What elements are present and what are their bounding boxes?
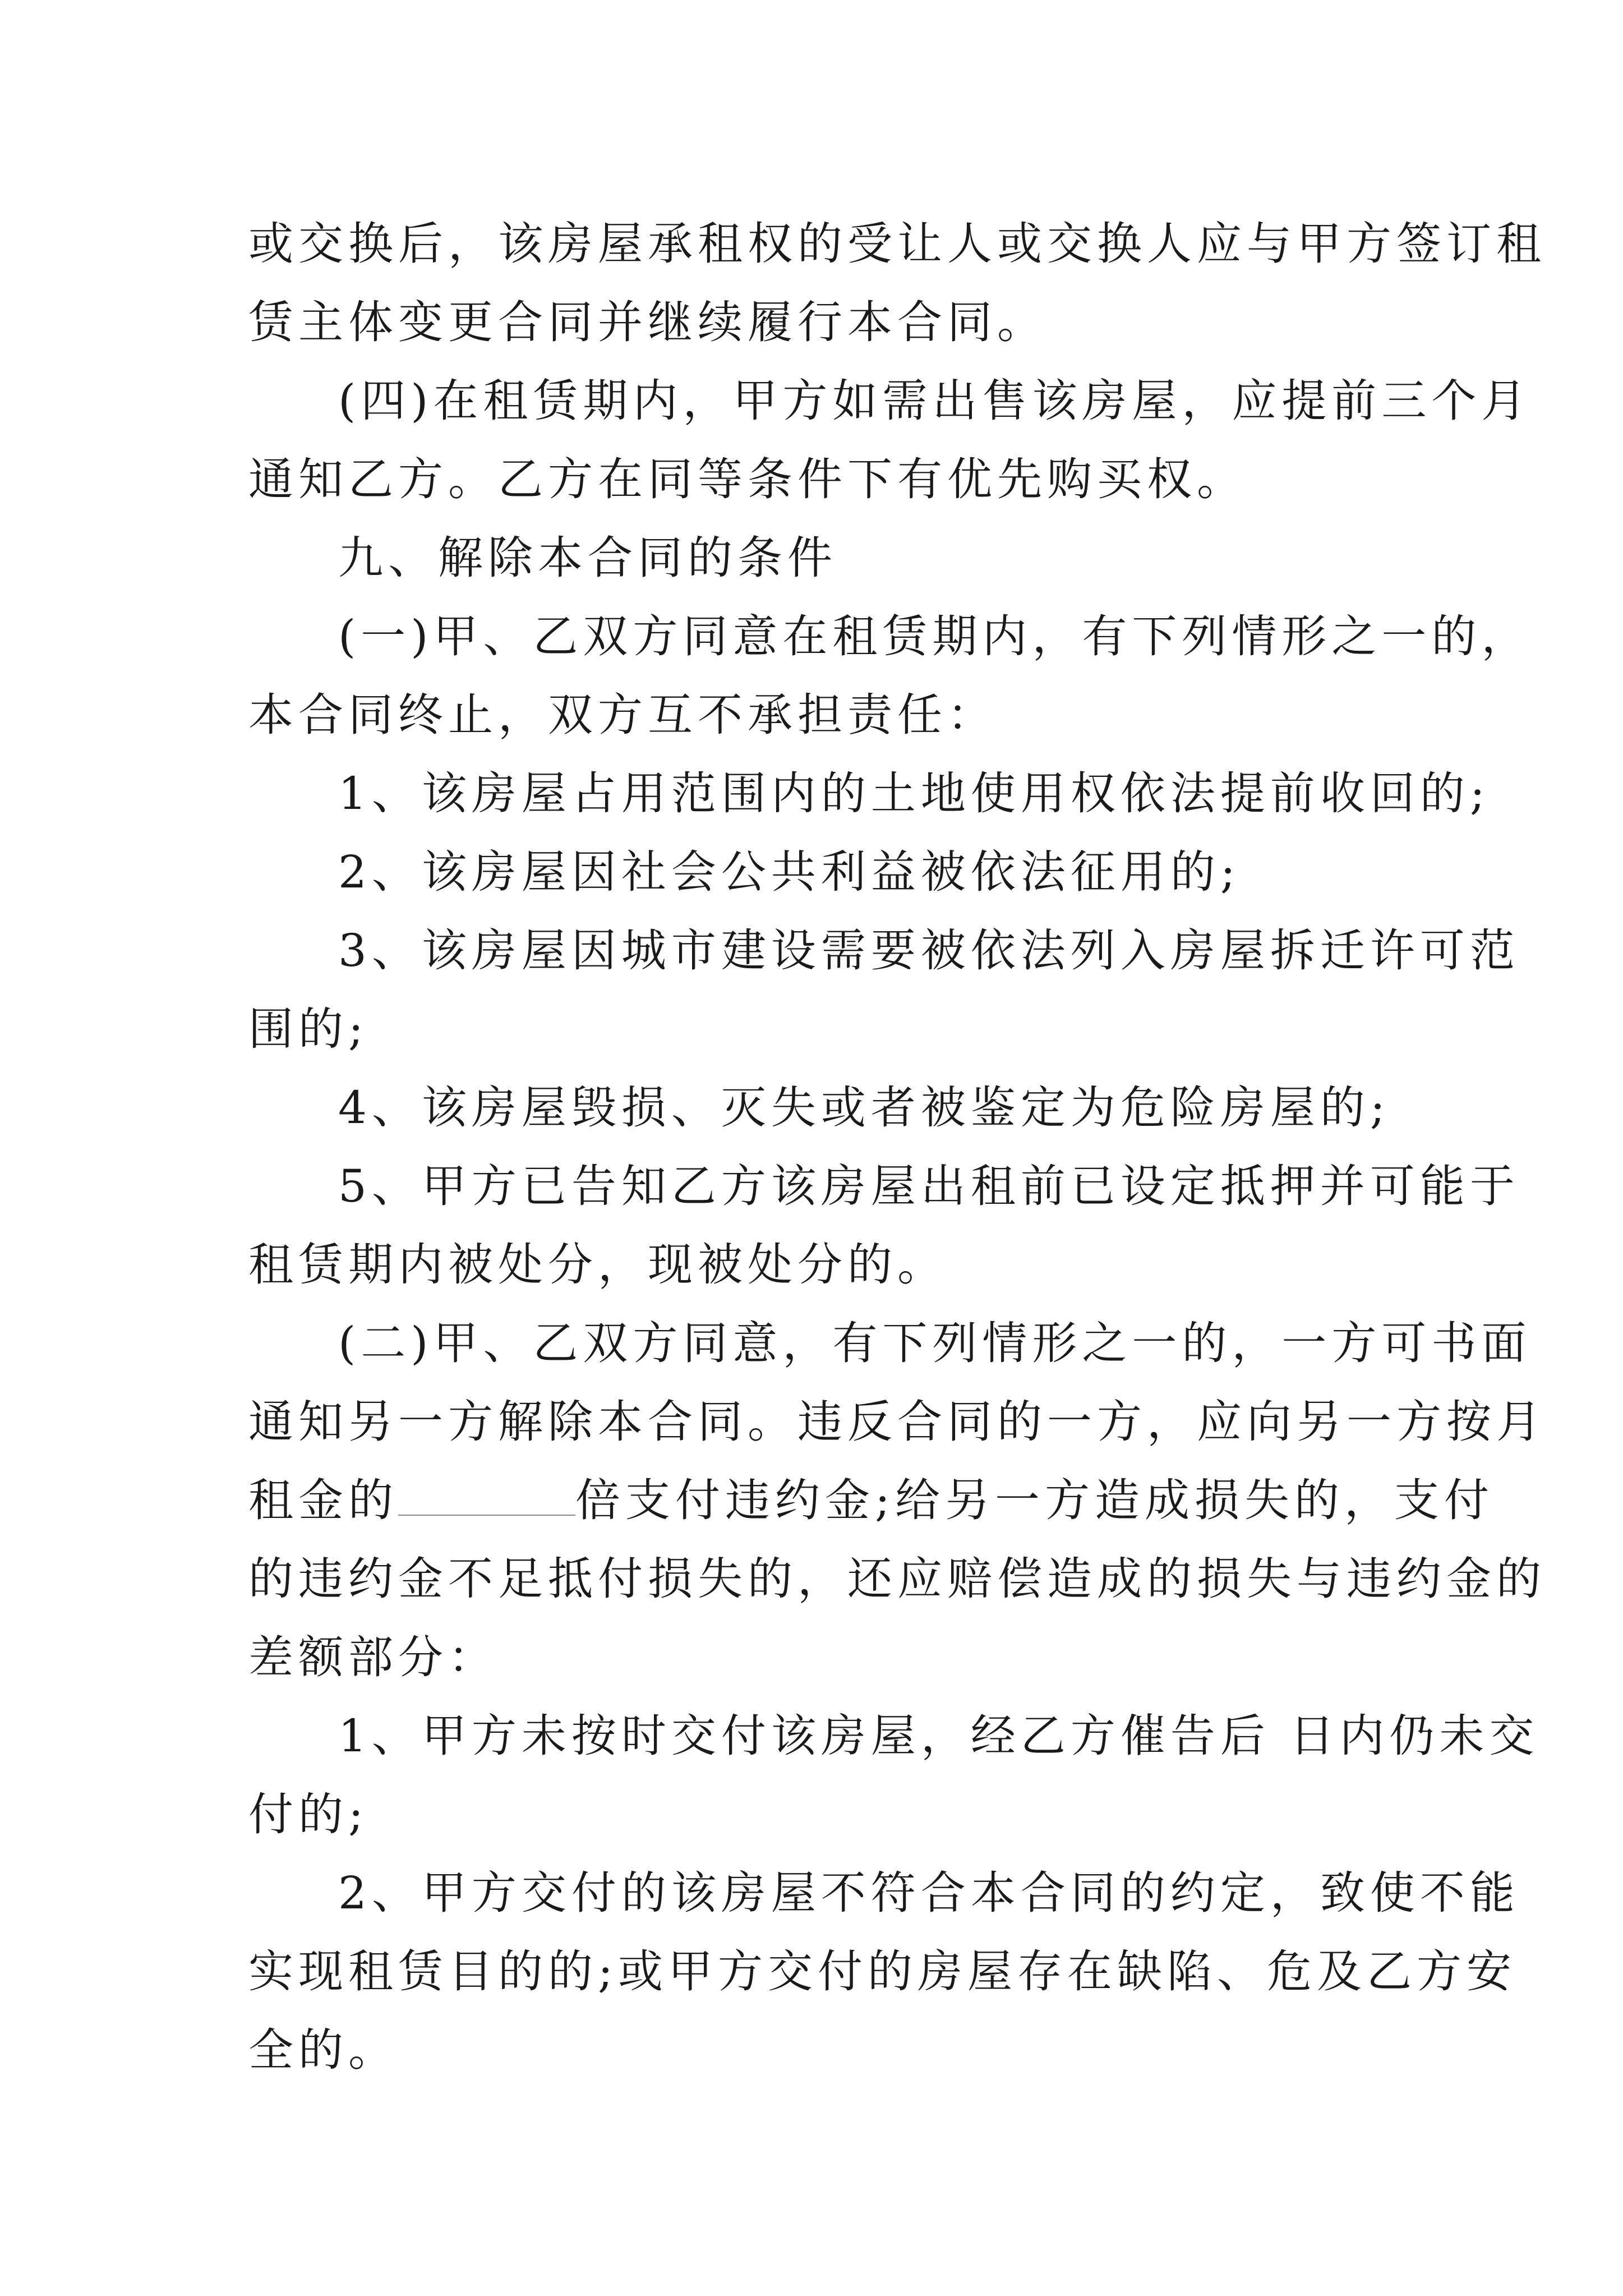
text-fragment: 倍支付违约金;给另一方造成损失的，支付 [575, 1474, 1494, 1526]
list-item: 1、该房屋占用范围内的土地使用权依法提前收回的; [338, 767, 1490, 820]
text-line: (一)甲、乙双方同意在租赁期内，有下列情形之一的， [338, 610, 1532, 662]
text-line: 租赁期内被处分，现被处分的。 [248, 1239, 947, 1291]
text-line: 或交换后，该房屋承租权的受让人或交换人应与甲方签订租 [248, 218, 1546, 270]
list-item: 3、该房屋因城市建设需要被依法列入房屋拆迁许可范 [338, 924, 1520, 977]
section-heading: 九、解除本合同的条件 [338, 532, 837, 584]
text-line: 的违约金不足抵付损失的，还应赔偿造成的损失与违约金的 [248, 1553, 1546, 1605]
text-line: (二)甲、乙双方同意，有下列情形之一的，一方可书面 [338, 1317, 1532, 1369]
text-line: 通知另一方解除本合同。违反合同的一方，应向另一方按月 [248, 1396, 1546, 1448]
text-line: 实现租赁目的的;或甲方交付的房屋存在缺陷、危及乙方安 [248, 1945, 1516, 1998]
text-line: 本合同终止，双方互不承担责任： [248, 689, 997, 741]
fill-in-blank [398, 1474, 575, 1516]
text-line: 赁主体变更合同并继续履行本合同。 [248, 296, 1047, 348]
list-item: 5、甲方已告知乙方该房屋出租前已设定抵押并可能于 [338, 1160, 1520, 1212]
text-line-with-blank [248, 1473, 1494, 1529]
text-line: (四)在租赁期内，甲方如需出售该房屋，应提前三个月 [338, 375, 1532, 427]
text-line: 付的; [248, 1788, 368, 1841]
text-line: 差额部分： [248, 1631, 498, 1683]
text-fragment: 租金的 [248, 1474, 398, 1526]
list-item: 1、甲方未按时交付该房屋，经乙方催告后 日内仍未交 [338, 1710, 1539, 1762]
text-line: 通知乙方。乙方在同等条件下有优先购买权。 [248, 453, 1247, 505]
text-line: 围的; [248, 1003, 368, 1055]
list-item: 2、甲方交付的该房屋不符合本合同的约定，致使不能 [338, 1867, 1520, 1919]
list-item: 4、该房屋毁损、灭失或者被鉴定为危险房屋的; [338, 1082, 1390, 1134]
list-item: 2、该房屋因社会公共利益被依法征用的; [338, 846, 1241, 898]
text-line: 全的。 [248, 2024, 398, 2076]
